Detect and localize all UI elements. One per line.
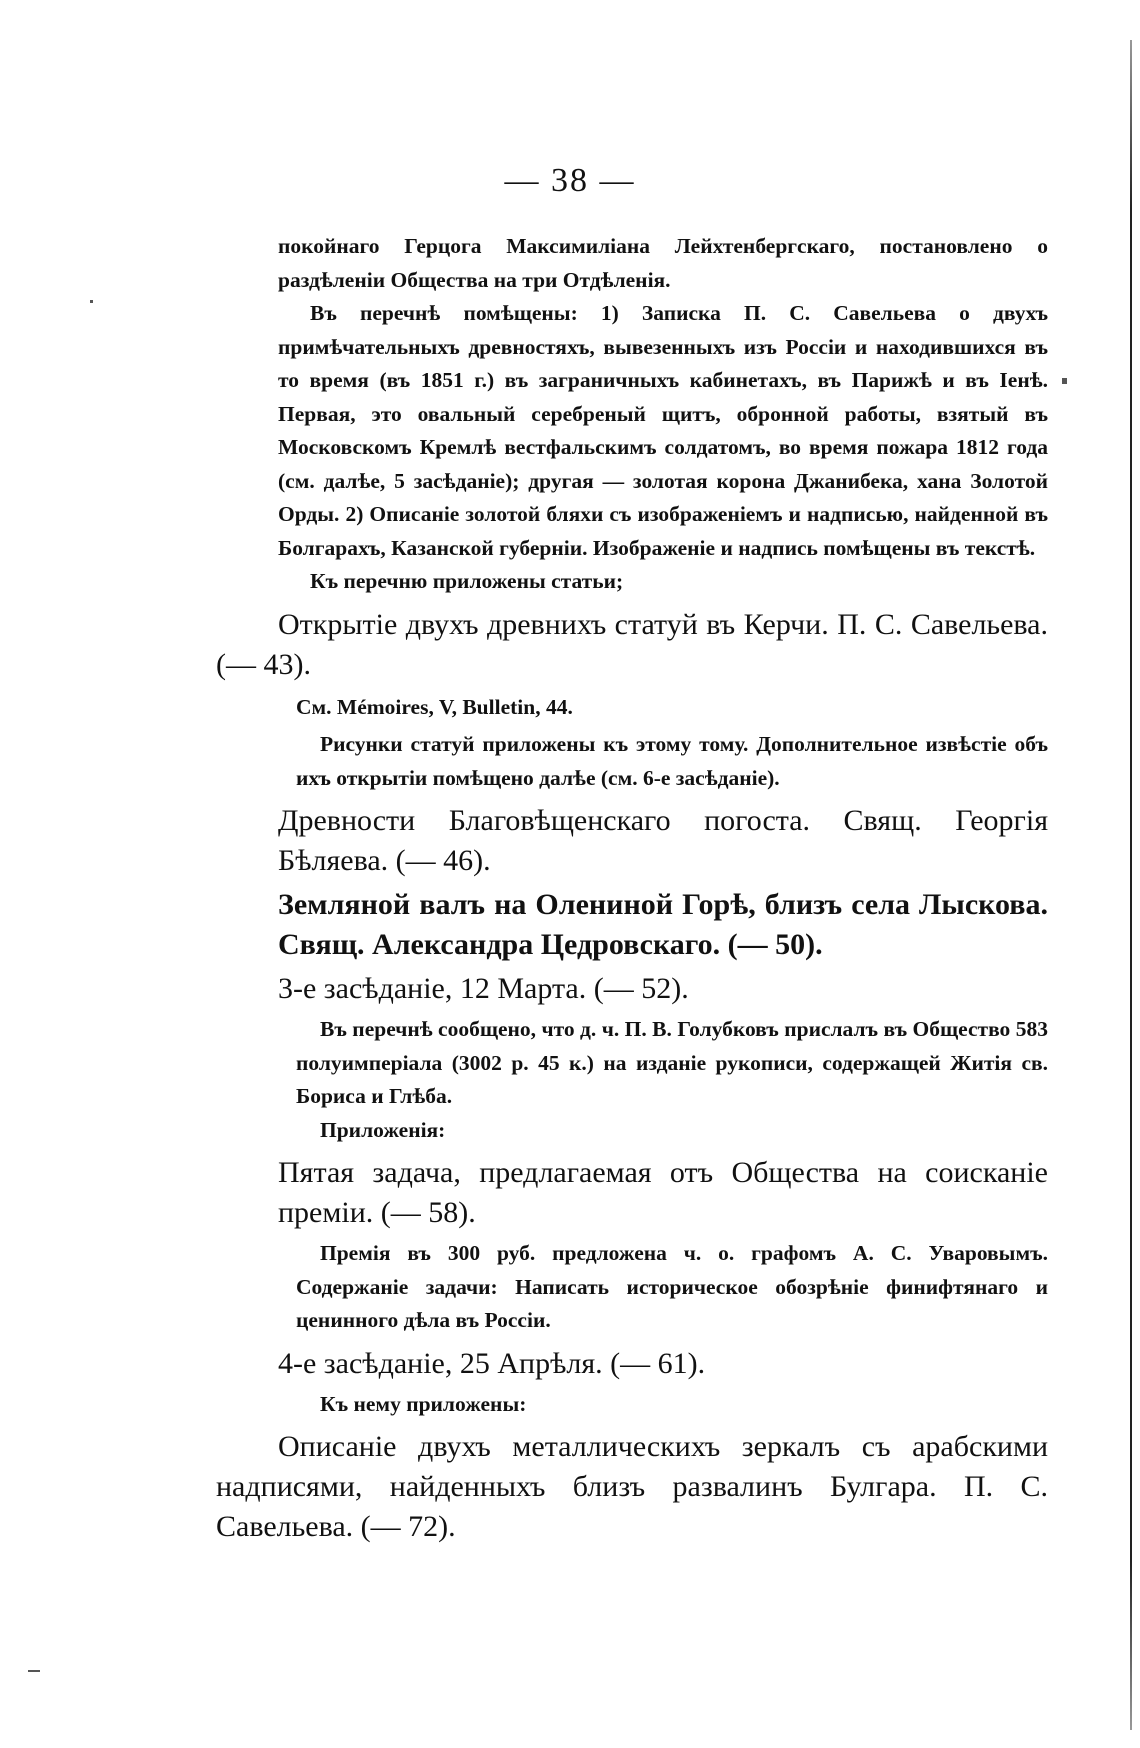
page-number: — 38 —: [504, 162, 636, 199]
ink-speck: [1062, 378, 1067, 384]
entry-kerch-statues: Открытіе двухъ древнихъ статуй въ Керчи. П. С. Савельева. (— 43).: [216, 607, 1048, 681]
attached-label: Къ нему приложены:: [320, 1391, 527, 1416]
entry-earthen-rampart: Земляной валъ на Олениной Горѣ, близъ села Лыскова. Свящ. Александра Цедровскаго. (— 50).: [278, 888, 1048, 961]
note-memoires: См. Mémoires, V, Bulletin, 44.: [296, 694, 573, 719]
paragraph-continuation: покойнаго Герцога Максимиліана Лейхтенбергскаго, постановлено о раздѣленіи Общества на три Отдѣленія.: [278, 234, 1048, 292]
attachments-label: Приложенія:: [320, 1117, 446, 1142]
entry-fifth-task: Пятая задача, предлагаемая отъ Общества на соисканіе преміи. (— 58).: [278, 1156, 1048, 1229]
entry-arabic-mirrors: Описаніе двухъ металлическихъ зеркалъ съ арабскими надписями, найденныхъ близъ развалинъ Булгара. П. С. Савельева. (— 72).: [216, 1430, 1048, 1543]
note-statue-drawings: Рисунки статуй приложены къ этому тому. Дополнительное извѣстіе объ ихъ открытіи помѣщено далѣе (см. 6-е засѣданіе).: [296, 732, 1048, 790]
page-edge-line: [1130, 40, 1132, 1730]
paragraph-attachments-intro: Къ перечню приложены статьи;: [310, 569, 624, 593]
session-3-heading: 3-е засѣданіе, 12 Марта. (— 52).: [278, 972, 689, 1005]
note-prize-uvarov: Премія въ 300 руб. предложена ч. о. графомъ А. С. Уваровымъ. Содержаніе задачи: Написать историческое обозрѣніе финифтянаго и ценинного дѣла въ Россіи.: [296, 1241, 1048, 1332]
ink-speck: [28, 1670, 40, 1672]
note-golubkov-donation: Въ перечнѣ сообщено, что д. ч. П. В. Голубковъ прислалъ въ Общество 583 полуимперіала (3002 р. 45 к.) на изданіе рукописи, содержащей Житія св. Бориса и Глѣба.: [296, 1017, 1048, 1108]
entry-blagoveshchensky-antiquities: Древности Благовѣщенскаго погоста. Свящ. Георгія Бѣляева. (— 46).: [278, 804, 1048, 877]
page-body: [216, 230, 1048, 1547]
session-4-heading: 4-е засѣданіе, 25 Апрѣля. (— 61).: [278, 1346, 706, 1380]
ink-speck: [90, 300, 93, 303]
paragraph-list-contents: Въ перечнѣ помѣщены: 1) Записка П. С. Савельева о двухъ примѣчательныхъ древностяхъ, вывезенныхъ изъ Россіи и находившихся въ то время (въ 1851 г.) въ заграничныхъ кабинетахъ, въ Парижѣ и въ Іенѣ. Первая, это овальный серебреный щитъ, обронной работы, взятый въ Московскомъ Кремлѣ вестфальскимъ солдатомъ, во время пожара 1812 года (см. далѣе, 5 засѣданіе); другая — золотая корона Джанибека, хана Золотой Орды. 2) Описаніе золотой бляхи съ изображеніемъ и надписью, найденной въ Болгарахъ, Казанской губерніи. Изображеніе и надпись помѣщены въ текстѣ.: [278, 301, 1048, 560]
